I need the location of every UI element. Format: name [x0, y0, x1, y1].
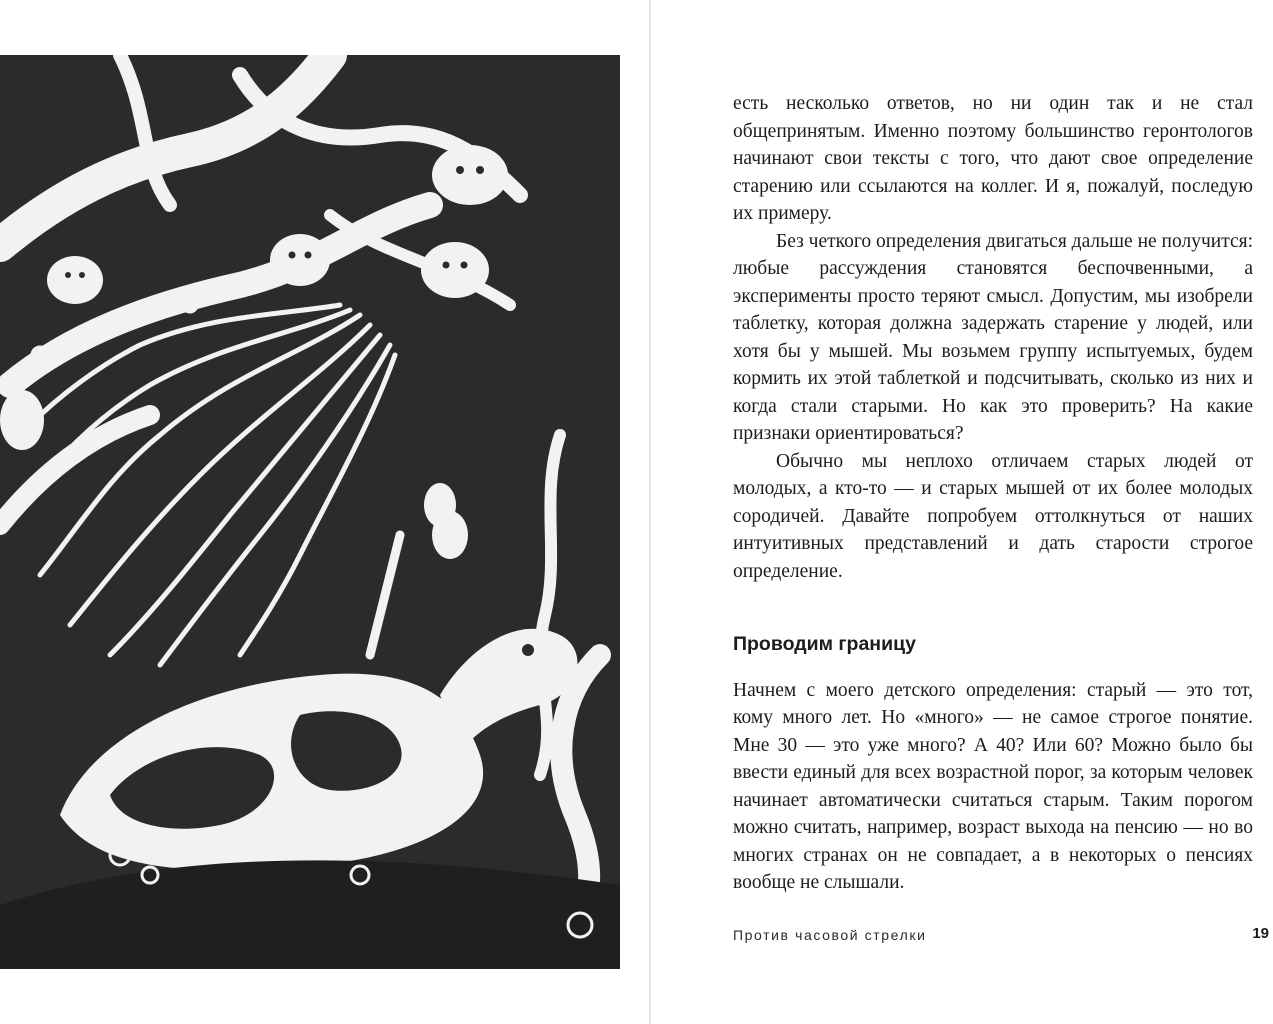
running-title: Против часовой стрелки	[733, 927, 927, 943]
paragraph: есть несколько ответов, но ни один так и не стал общепринятым. Именно поэтому большинство геронтологов начинают свои тексты с того, что дают свое определение старению или ссылаются на коллег. И я, пожалуй, последую их примеру.	[733, 93, 1253, 224]
page-number: 19	[1252, 925, 1269, 942]
paragraph: Обычно мы неплохо отличаем старых людей от молодых, а кто-то — и старых мышей от их более молодых сородичей. Давайте попробуем оттолкнуться от наших интуитивных представлений и дать старости строгое определение.	[733, 450, 1253, 582]
right-page	[651, 0, 1273, 1024]
illustration-old-woman-on-turtle	[0, 55, 620, 969]
section-heading: Проводим границу	[733, 633, 916, 655]
paragraph: Без четкого определения двигаться дальше не получится: любые рассуждения становятся беспочвенными, а эксперименты просто теряют смысл. Допустим, мы изобрели таблетку, которая должна задержать старение у людей, или хотя бы у мышей. Мы возьмем группу испытуемых, будем кормить их этой таблеткой и подсчитывать, сколько из них и когда стали старыми. Но как это проверить? На какие признаки ориентироваться?	[733, 230, 1253, 444]
paragraph: Начнем с моего детского определения: старый — это тот, кому много лет. Но «много» — не самое строгое понятие. Мне 30 — это уже много? А 40? Или 60? Можно было бы ввести единый для всех возрастной порог, за которым человек начинает автоматически считаться старым. Таким порогом можно считать, например, возраст выхода на пенсию — но во многих странах он не совпадает, а в некоторых о пенсиях вообще не слышали.	[733, 679, 1253, 893]
body-text	[733, 90, 1253, 897]
